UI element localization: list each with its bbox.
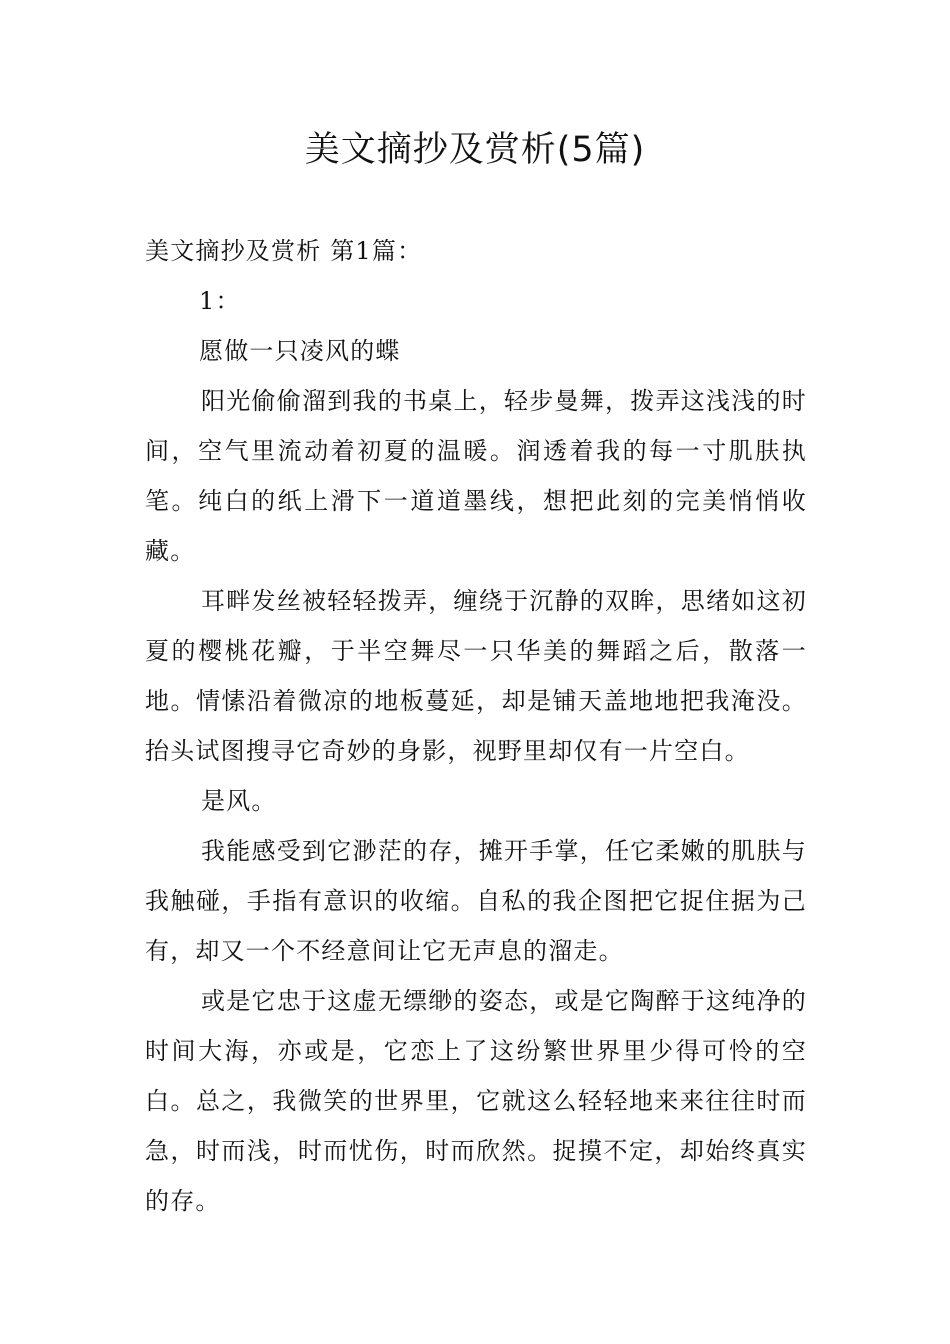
paragraph: 我能感受到它渺茫的存，摊开手掌，任它柔嫩的肌肤与我触碰，手指有意识的收缩。自私的我企图把它捉住据为己有，却又一个不经意间让它无声息的溜走。 <box>145 837 807 965</box>
document-body <box>145 226 807 1226</box>
paragraph: 是风。 <box>201 787 277 815</box>
essay-title: 愿做一只凌风的蝶 <box>199 337 401 365</box>
paragraph: 或是它忠于这虚无缥缈的姿态，或是它陶醉于这纯净的时间大海，亦或是，它恋上了这纷繁世界里少得可怜的空白。总之，我微笑的世界里，它就这么轻轻地来来往往时而急，时而浅，时而忧伤，时而欣然。捉摸不定，却始终真实的存。 <box>145 987 807 1215</box>
paragraph: 耳畔发丝被轻轻拨弄，缠绕于沉静的双眸，思绪如这初夏的樱桃花瓣，于半空舞尽一只华美的舞蹈之后，散落一地。情愫沿着微凉的地板蔓延，却是铺天盖地地把我淹没。抬头试图搜寻它奇妙的身影，视野里却仅有一片空白。 <box>145 587 807 765</box>
section-heading: 美文摘抄及赏析 第1篇： <box>145 237 423 265</box>
document-title: 美文摘抄及赏析(5篇) <box>304 130 646 170</box>
paragraph: 阳光偷偷溜到我的书桌上，轻步曼舞，拨弄这浅浅的时间，空气里流动着初夏的温暖。润透着我的每一寸肌肤执笔。纯白的纸上滑下一道道墨线，想把此刻的完美悄悄收藏。 <box>145 387 807 565</box>
item-number: 1： <box>199 287 241 315</box>
